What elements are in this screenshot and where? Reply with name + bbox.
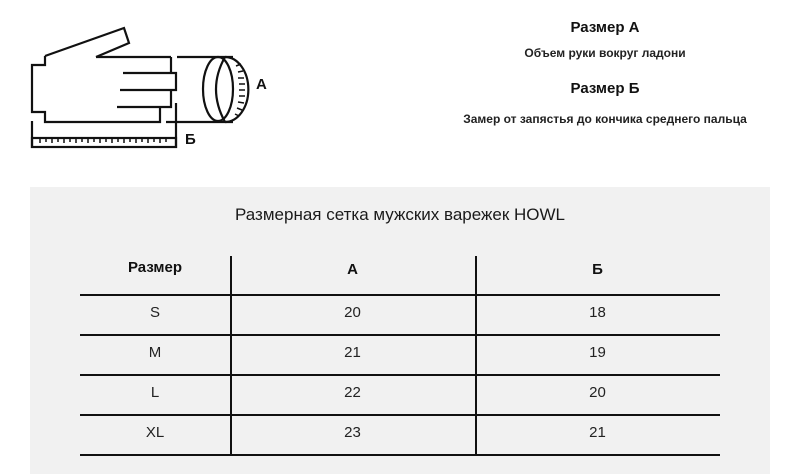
cell-b: 18 xyxy=(589,304,606,321)
cell-b: 21 xyxy=(589,424,606,441)
cell-b: 20 xyxy=(589,384,606,401)
size-a-title: Размер А xyxy=(570,19,640,36)
size-chart-title: Размерная сетка мужских варежек HOWL xyxy=(235,205,565,224)
row-divider xyxy=(80,454,720,456)
cell-b: 19 xyxy=(589,344,606,361)
cell-a: 23 xyxy=(344,424,361,441)
size-b-description: Замер от запястья до кончика среднего пальца xyxy=(463,112,747,126)
cell-a: 21 xyxy=(344,344,361,361)
cell-size: L xyxy=(150,384,160,401)
cell-size: M xyxy=(148,344,162,361)
size-a-description: Объем руки вокруг ладони xyxy=(524,46,686,60)
header-size: Размер xyxy=(127,259,183,276)
measurement-legend xyxy=(420,0,790,170)
cell-a: 20 xyxy=(344,304,361,321)
cell-size: XL xyxy=(145,424,165,441)
size-b-title: Размер Б xyxy=(570,80,640,97)
size-chart-panel xyxy=(30,187,770,474)
label-b: Б xyxy=(185,131,196,148)
hand-icon xyxy=(0,0,300,170)
header-b: Б xyxy=(592,261,603,278)
hand-measurement-diagram xyxy=(0,0,300,170)
label-a: А xyxy=(256,76,267,93)
cell-size: S xyxy=(149,304,160,321)
cell-a: 22 xyxy=(344,384,361,401)
header-a: А xyxy=(347,261,358,278)
